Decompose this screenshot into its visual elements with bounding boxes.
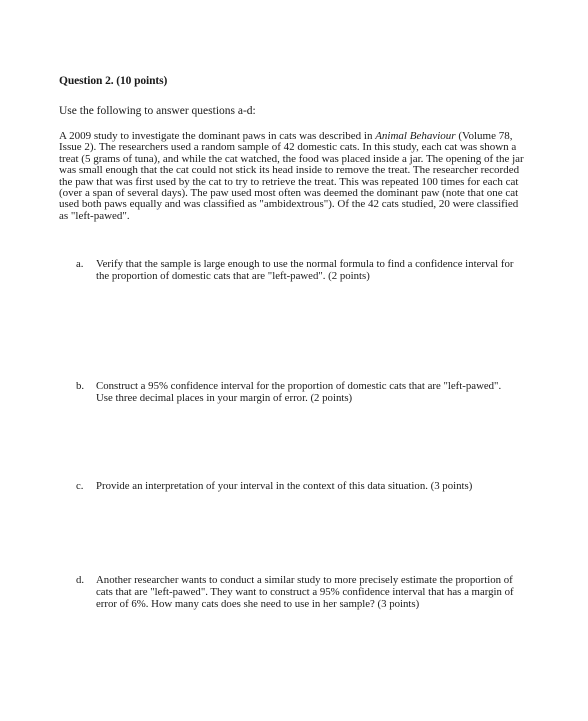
part-c-letter: c.: [76, 480, 84, 492]
part-c: [76, 480, 516, 492]
question-points: (10 points): [116, 75, 168, 87]
part-d-letter: d.: [76, 574, 85, 586]
part-d-text: Another researcher wants to conduct a similar study to more precisely estimate the proportion of cats that are "left-pawed". They want to construct a 95% confidence interval that has a margin of error of 6%. How many cats does she need to use in her sample? (3 points): [96, 574, 514, 610]
part-c-text: Provide an interpretation of your interval in the context of this data situation. (3 points): [96, 480, 473, 492]
question-heading: [59, 75, 167, 87]
description-text-start: A 2009 study to investigate the dominant paws in cats was described in: [59, 130, 376, 142]
description-text-end: (Volume 78, Issue 2). The researchers used a random sample of 42 domestic cats. In this study, each cat was shown a treat (5 grams of tuna), and while the cat watched, the food was placed inside a jar. The opening of the jar was small enough that the cat could not stick its head inside to remove the treat. The researcher recorded the paw that was first used by the cat to try to retrieve the treat. This was repeated 100 times for each cat (over a span of several days). The paw used most often was deemed the dominant paw (note that one cat used both paws equally and was classified as "ambidextrous"). Of the 42 cats studied, 20 were classified as "left-pawed".: [59, 130, 524, 222]
part-b-text: Construct a 95% confidence interval for the proportion of domestic cats that are "left-pawed". Use three decimal places in your margin of error. (2 points): [96, 380, 502, 404]
part-b: [76, 380, 516, 404]
question-title: Question 2.: [59, 75, 114, 87]
part-d: [76, 574, 516, 610]
instructions: Use the following to answer questions a-d:: [59, 105, 256, 117]
part-a: [76, 258, 516, 282]
study-description: [59, 131, 527, 222]
part-b-letter: b.: [76, 380, 85, 392]
journal-title: Animal Behaviour: [375, 130, 456, 142]
part-a-letter: a.: [76, 258, 84, 270]
part-a-text: Verify that the sample is large enough to use the normal formula to find a confidence interval for the proportion of domestic cats that are "left-pawed". (2 points): [96, 258, 514, 282]
